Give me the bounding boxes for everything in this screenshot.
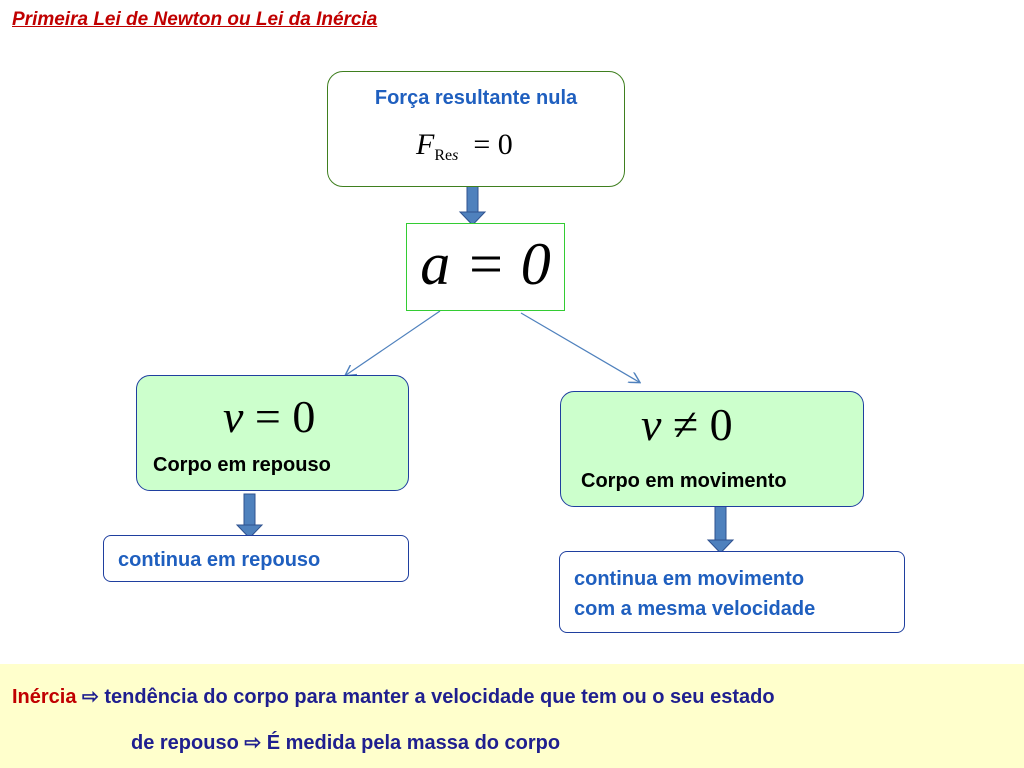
- resultant-force-box: [327, 71, 625, 187]
- force-symbol: F: [416, 128, 435, 161]
- block-arrow-down-icon: [237, 494, 262, 538]
- motion-result-line1: continua em movimento: [574, 568, 805, 590]
- force-equation-rhs: = 0: [473, 128, 513, 161]
- rest-state-box: [136, 375, 409, 491]
- inertia-definition-panel: [0, 664, 1024, 768]
- inertia-definition-line2: [131, 730, 560, 755]
- acceleration-equation: a = 0: [420, 231, 551, 297]
- inertia-definition-text: tendência do corpo para manter a velocidade que tem ou o seu estado: [104, 686, 775, 708]
- rest-state-label: Corpo em repouso: [153, 454, 331, 476]
- resultant-force-equation: [416, 128, 513, 165]
- velocity-symbol: v: [223, 391, 244, 442]
- block-arrow-down-icon: [460, 183, 485, 225]
- inertia-definition-rest: de repouso: [131, 732, 239, 754]
- thin-arrow-icon: [521, 313, 639, 382]
- motion-state-box: [560, 391, 864, 507]
- acceleration-box: [406, 223, 565, 311]
- hollow-right-arrow-icon: ⇨: [82, 686, 99, 708]
- block-arrow-down-icon: [708, 504, 733, 553]
- motion-result-box: [559, 551, 905, 633]
- rest-result-text: continua em repouso: [118, 549, 321, 571]
- motion-state-label: Corpo em movimento: [581, 470, 787, 492]
- rest-result-box: [103, 535, 409, 582]
- motion-result-text: [574, 564, 815, 624]
- hollow-right-arrow-icon: ⇨: [244, 732, 262, 754]
- velocity-zero-equation: [223, 390, 315, 443]
- inertia-definition-line1: [12, 684, 775, 709]
- thin-arrow-icon: [346, 311, 440, 375]
- page-title: Primeira Lei de Newton ou Lei da Inércia: [12, 9, 378, 30]
- force-subscript-re: Re: [434, 147, 453, 164]
- inertia-mass-text: É medida pela massa do corpo: [266, 732, 561, 754]
- resultant-force-label: Força resultante nula: [374, 87, 578, 109]
- velocity-zero-rhs: = 0: [254, 391, 316, 442]
- velocity-nonzero-equation: [641, 398, 733, 451]
- inertia-term: Inércia: [12, 686, 77, 708]
- velocity-symbol: v: [641, 399, 662, 450]
- motion-result-line2: com a mesma velocidade: [574, 598, 816, 620]
- velocity-nonzero-rhs: ≠ 0: [672, 399, 733, 450]
- force-subscript: [434, 147, 458, 164]
- force-subscript-s: s: [452, 147, 459, 164]
